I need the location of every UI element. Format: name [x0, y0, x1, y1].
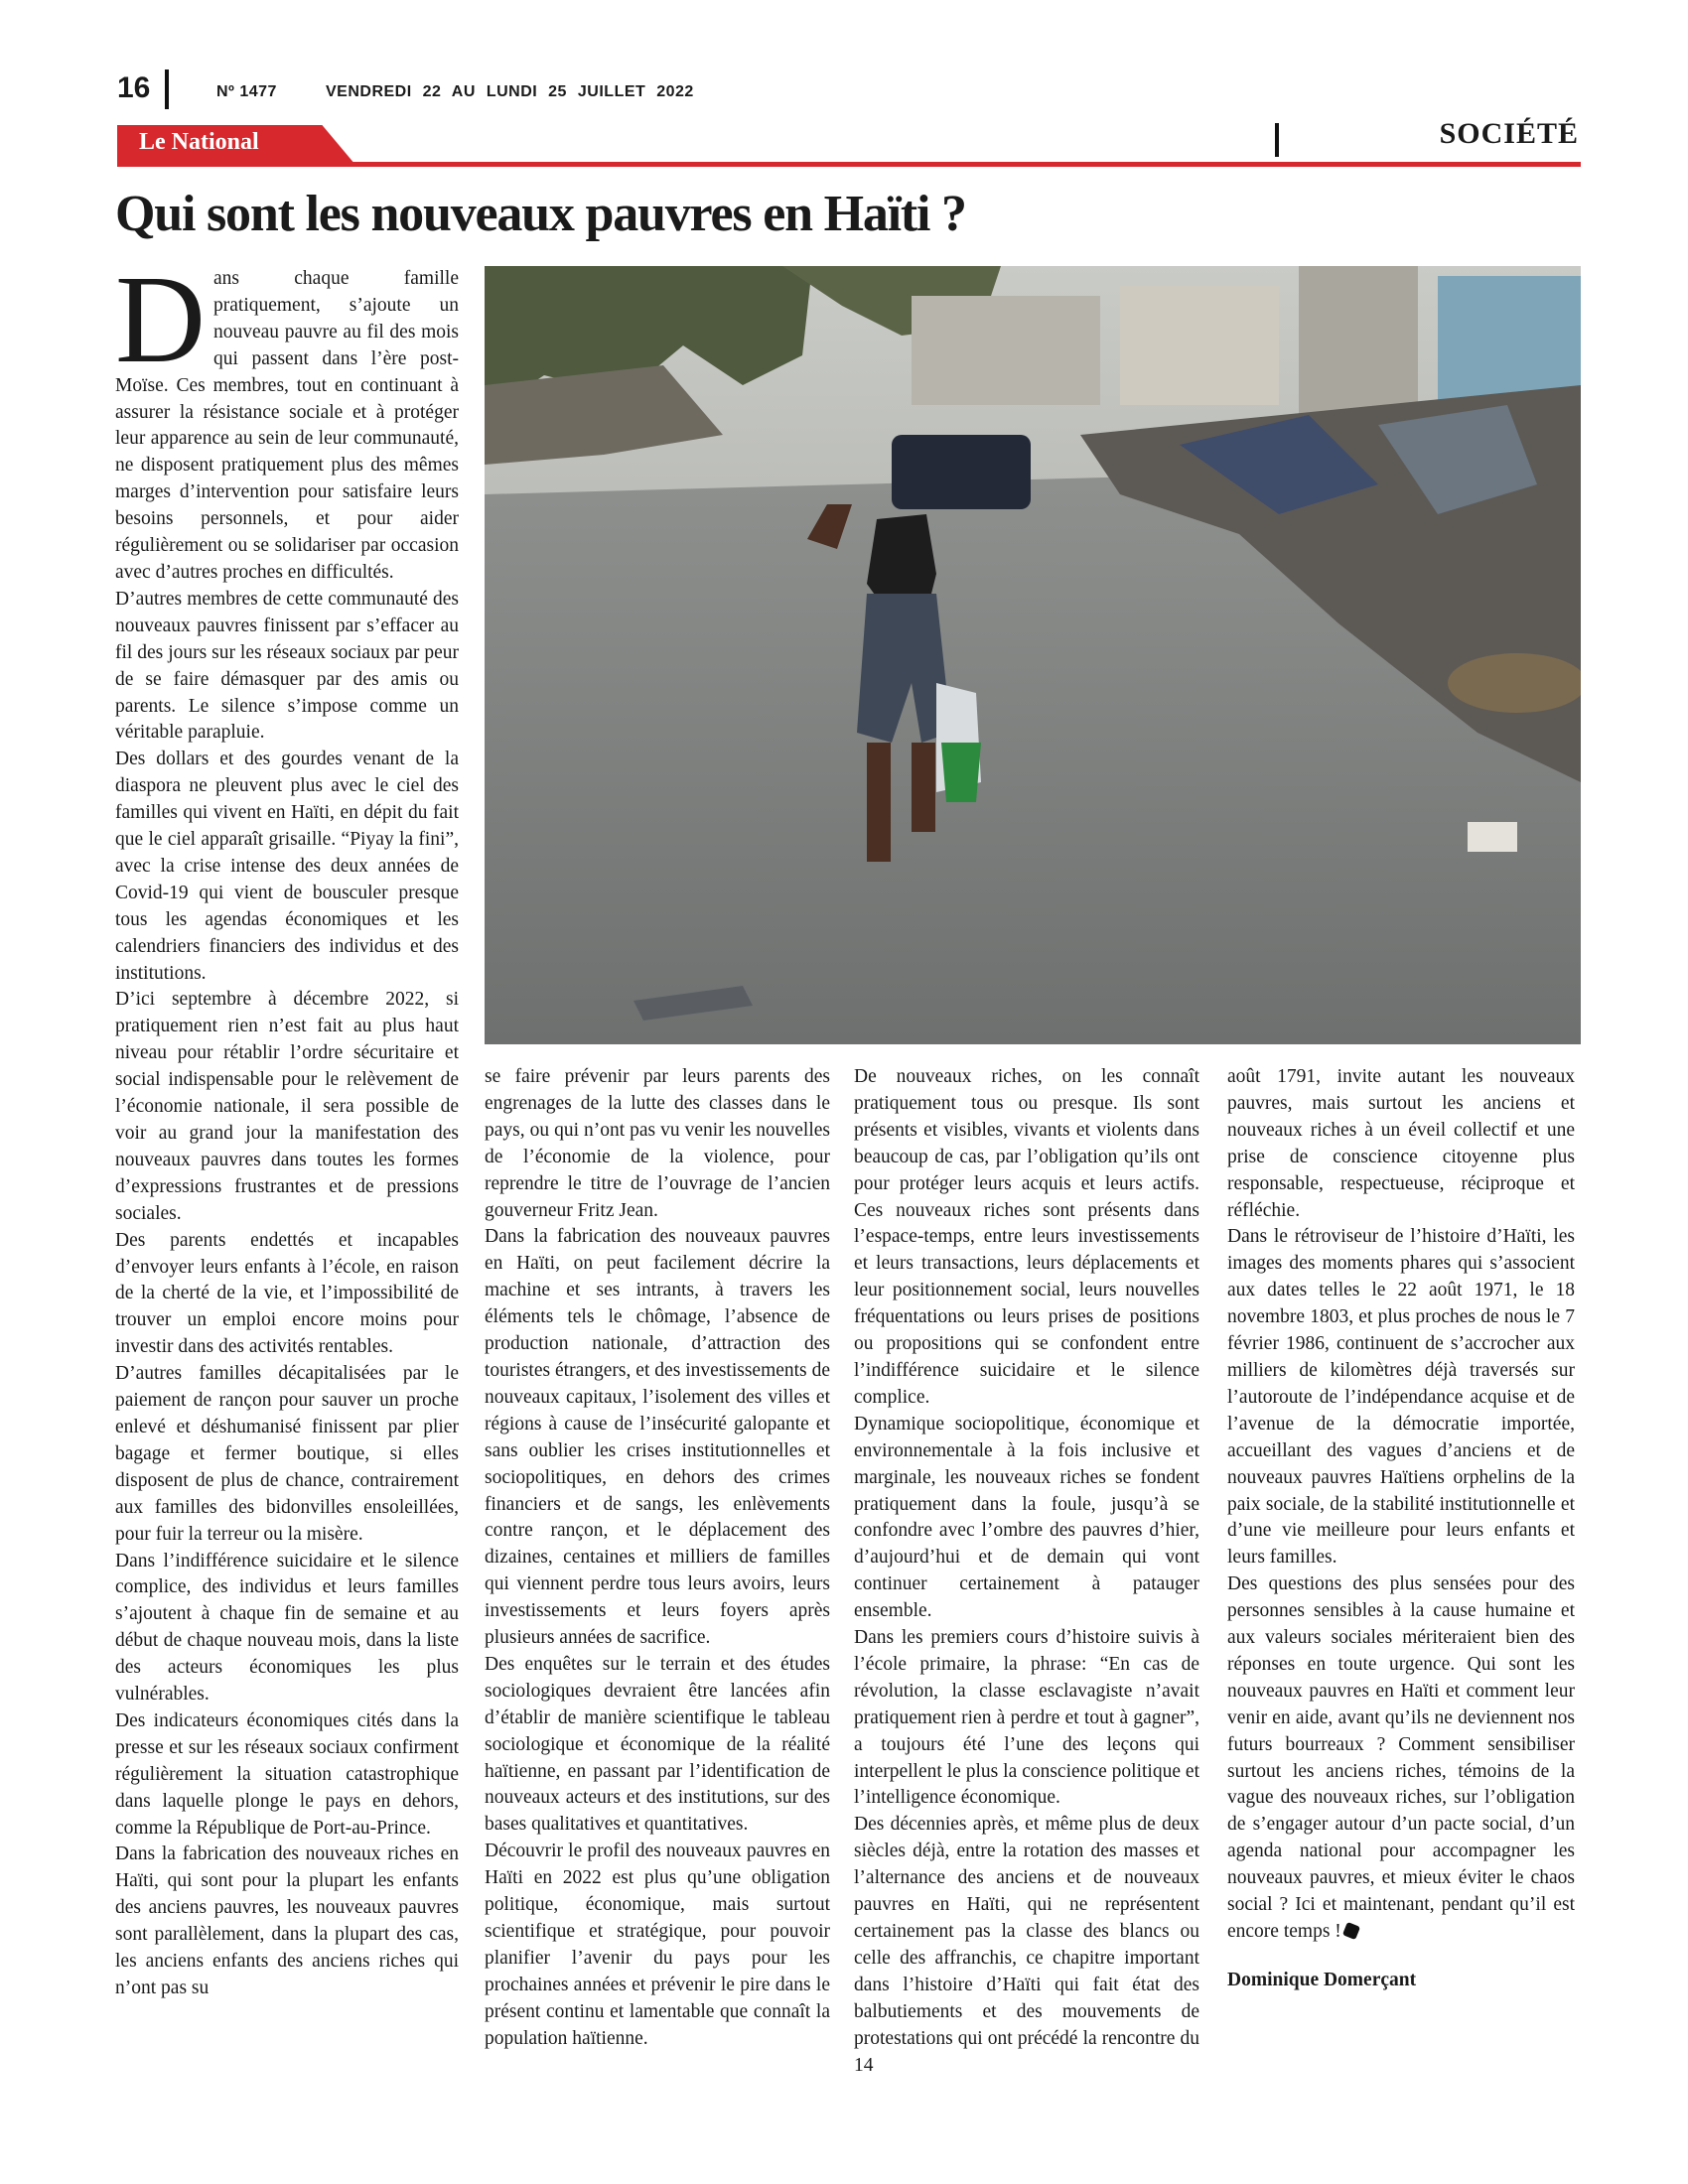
- paragraph: Des dollars et des gourdes venant de la diaspora ne pleuvent plus avec le ciel des familles qui vivent en Haïti, en dépit du fait que le ciel apparaît grisaille. “Piyay la fini”, avec la crise intense des deux années de Covid-19 qui vient de bousculer presque tous les agendas économiques et les calendriers financiers des individus et des institutions.: [115, 749, 459, 984]
- paragraph: D’autres membres de cette communauté des nouveaux pauvres finissent par s’effacer au fil des jours sur les réseaux sociaux par peur de se faire démasquer par des amis ou parents. Le silence s’impose comme un véritable parapluie.: [115, 588, 459, 744]
- page-number-divider: [165, 69, 169, 109]
- paragraph: Des parents endettés et incapables d’envoyer leurs enfants à l’école, en raison de la cherté de la vie, et l’impossibilité de trouver un emploi encore moins pour investir dans des activités rentables.: [115, 1229, 459, 1358]
- paragraph: Des indicateurs économiques cités dans la presse et sur les réseaux sociaux confirment régulièrement la situation catastrophique dans laquelle plonge le pays en dehors, comme la République de Port-au-Prince.: [115, 1709, 459, 1839]
- header-rule: [117, 162, 1581, 167]
- paragraph: ans chaque famille pratiquement, s’ajoute un nouveau pauvre au fil des mois qui passent dans l’ère post-Moïse. Ces membres, tout en continuant à assurer la résistance sociale et à protéger leur apparence au sein de leur communauté, ne disposent pratiquement plus des mêmes marges d’intervention pour satisfaire leurs besoins personnels, et pour aider régulièrement ou se solidariser par occasion avec d’autres proches en difficultés.: [115, 268, 459, 583]
- paragraph: Dans la fabrication des nouveaux riches en Haïti, qui sont pour la plupart les enfants des anciens pauvres, les nouveaux pauvres sont parallèlement, dans la plupart des cas, les anciens enfants des anciens riches qui n’ont pas su: [115, 1843, 459, 1998]
- paragraph: août 1791, invite autant les nouveaux pauvres, mais surtout les anciens et nouveaux riches à un éveil collectif et une prise de conscience citoyenne plus responsable, respectueuse, réciproque et réfléchie.: [1227, 1066, 1575, 1221]
- newspaper-brand: Le National: [139, 129, 259, 155]
- paragraph: D’autres familles décapitalisées par le paiement de rançon pour sauver un proche enlevé et déshumanisé finissent par plier bagage et fermer boutique, si elles disposent de plus de chance, contrairement aux familles des bidonvilles ensoleillées, pour fuir la terreur ou la misère.: [115, 1363, 459, 1545]
- issue-number: Nº 1477: [216, 83, 277, 100]
- paragraph: Des enquêtes sur le terrain et des études sociologiques devraient être lancées afin d’établir de manière scientifique le tableau sociologique et économique de la réalité haïtienne, en passant par l’identification de nouveaux acteurs et des institutions, sur des bases qualitatives et quantitatives.: [485, 1653, 830, 1836]
- article-photo: [485, 266, 1581, 1044]
- article-author: Dominique Domerçant: [1227, 1969, 1417, 1990]
- drop-cap: D: [115, 251, 206, 389]
- page-number: 16: [117, 71, 151, 104]
- paragraph: De nouveaux riches, on les connaît pratiquement tous ou presque. Ils sont présents et visibles, vivants et violents dans beaucoup de cas, par l’obligation qu’ils ont pour protéger leurs acquis et leurs actifs. Ces nouveaux riches sont présents dans l’espace-temps, entre leurs investissements et leurs transactions, leurs déplacements et leur positionnement social, leurs nouvelles fréquentations ou leurs prises de positions ou propositions qui se confondent entre l’indifférence suicidaire et le silence complice.: [854, 1066, 1199, 1408]
- paragraph: se faire prévenir par leurs parents des engrenages de la lutte des classes dans le pays, ou qui n’ont pas vu venir les nouvelles de l’économie de la violence, pour reprendre le titre de l’ouvrage de l’ancien gouverneur Fritz Jean.: [485, 1066, 830, 1221]
- paragraph: D’ici septembre à décembre 2022, si pratiquement rien n’est fait au plus haut niveau pour rétablir l’ordre sécuritaire et social indispensable pour le relèvement de l’économie nationale, il sera possible de voir au grand jour la manifestation des nouveaux pauvres dans toutes les formes d’expressions frustrantes et de pressions sociales.: [115, 989, 459, 1224]
- paragraph: Découvrir le profil des nouveaux pauvres en Haïti en 2022 est plus qu’une obligation politique, économique, mais surtout scientifique et stratégique, pour pouvoir planifier l’avenir du pays pour les prochaines années et prévenir le pire dans le présent continu et lamentable que connaît la population haïtienne.: [485, 1841, 830, 2049]
- article-column-4: [1227, 1064, 1575, 1994]
- article-column-3: [854, 1064, 1199, 2079]
- article-column-1: [115, 251, 459, 2002]
- paragraph: Dans le rétroviseur de l’histoire d’Haïti, les images des moments phares qui s’associent aux dates telles le 22 août 1971, le 18 novembre 1803, et plus proches de nous le 7 février 1986, continuent de s’accrocher aux milliers de kilomètres déjà traversés sur l’autoroute de l’indépendance acquise et de l’avenue de la démocratie importée, accueillant des vagues d’anciens et de nouveaux pauvres Haïtiens orphelins de la paix sociale, de la stabilité institutionnelle et d’une vie meilleure pour leurs enfants et leurs familles.: [1227, 1226, 1575, 1569]
- article-column-2: [485, 1064, 830, 2053]
- paragraph: Dans les premiers cours d’histoire suivis à l’école primaire, la phrase: “En cas de révolution, la classe esclavagiste n’avait pratiquement rien à perdre et tout à gagner”, a toujours été l’une des leçons qui interpellent le plus la conscience politique et l’intelligence économique.: [854, 1627, 1199, 1809]
- paragraph: [1227, 1571, 1575, 1946]
- section-label: SOCIÉTÉ: [1439, 117, 1579, 150]
- paragraph: Des décennies après, et même plus de deux siècles déjà, entre la rotation des masses et l’alternance des anciens et de nouveaux pauvres en Haïti, qui ne représentent certainement pas la classe des blancs ou celle des affranchis, ce chapitre important dans l’histoire d’Haïti qui fait état des balbutiements et des mouvements de protestations qui ont précédé la rencontre du 14: [854, 1814, 1199, 2076]
- paragraph: Dynamique sociopolitique, économique et environnementale à la fois inclusive et marginale, les nouveaux riches se fondent pratiquement dans la foule, jusqu’à se confondre avec l’ombre des pauvres d’hier, d’aujourd’hui et de demain qui vont continuer certainement à patauger ensemble.: [854, 1413, 1199, 1622]
- end-mark-icon: [1342, 1922, 1360, 1940]
- paragraph: Dans l’indifférence suicidaire et le silence complice, des individus et leurs familles s’ajoutent à chaque fin de semaine et au début de chaque nouveau mois, dans la liste des acteurs économiques les plus vulnérables.: [115, 1550, 459, 1706]
- article-headline: Qui sont les nouveaux pauvres en Haïti ?: [115, 186, 966, 242]
- paragraph-text: Des questions des plus sensées pour des personnes sensibles à la cause humaine et aux valeurs sociales mériteraient bien des réponses en toute urgence. Qui sont les nouveaux pauvres en Haïti et comment leur venir en aide, avant qu’ils ne deviennent nos futurs bourreaux ? Comment sensibiliser surtout les anciens riches, témoins de la vague des nouveaux riches, sur l’obligation de s’engager autour d’un pacte social, d’un agenda national pour accompagner les nouveaux pauvres, et mieux éviter le chaos social ? Ici et maintenant, pendant qu’il est encore temps !: [1227, 1573, 1575, 1942]
- section-divider: [1275, 123, 1279, 157]
- issue-date: VENDREDI 22 AU LUNDI 25 JUILLET 2022: [326, 83, 694, 100]
- paragraph: Dans la fabrication des nouveaux pauvres en Haïti, on peut facilement décrire la machine et ses intrants, à travers les éléments tels le chômage, l’absence de production nationale, d’attraction des touristes étrangers, et des investissements de nouveaux capitaux, l’isolement des villes et régions à cause de l’insécurité galopante et sans oublier les crises institutionnelles et sociopolitiques, en dehors des crimes financiers et de sangs, les enlèvements contre rançon, et le déplacement des dizaines, centaines et milliers de familles qui viennent perdre tous leurs avoirs, leurs investissements et leurs foyers après plusieurs années de sacrifice.: [485, 1226, 830, 1649]
